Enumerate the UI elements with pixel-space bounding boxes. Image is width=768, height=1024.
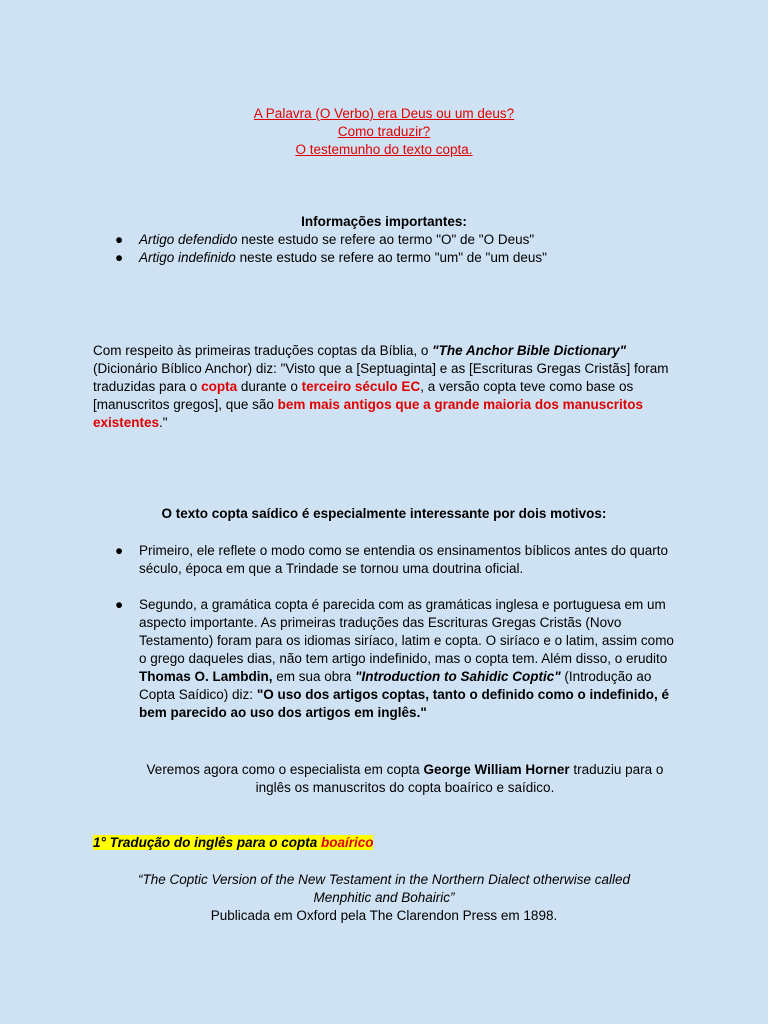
anchor-century: terceiro século EC bbox=[301, 379, 421, 394]
lambdin-name: Thomas O. Lambdin, bbox=[139, 669, 273, 684]
anchor-text-1: Com respeito às primeiras traduções coptas da Bíblia, o bbox=[93, 343, 433, 358]
info-list bbox=[93, 231, 547, 267]
bullet-icon: ● bbox=[115, 232, 124, 247]
anchor-text-5: durante o bbox=[237, 379, 302, 394]
lambdin-book-title: "Introduction to Sahidic Coptic" bbox=[355, 669, 561, 684]
document-title bbox=[0, 105, 768, 159]
section-highlight: boaírico bbox=[320, 835, 374, 850]
horner-text-1: Veremos agora como o especialista em copta bbox=[146, 762, 424, 777]
anchor-text-3: (Dicionário Bíblico Anchor) diz: "Visto que a [Septuaginta] e as [Escrituras Gregas Cristãs] foram traduzidas para o bbox=[93, 361, 669, 394]
info-text: neste estudo se refere ao termo "um" de "um deus" bbox=[235, 250, 547, 265]
info-heading: Informações importantes: bbox=[301, 214, 467, 229]
anchor-text-9: ." bbox=[159, 415, 168, 430]
horner-paragraph bbox=[130, 761, 680, 797]
quote-line-1: “The Coptic Version of the New Testament in the Northern Dialect otherwise called bbox=[138, 872, 630, 887]
list-item bbox=[93, 249, 547, 267]
horner-name: George William Horner bbox=[423, 762, 570, 777]
quote-line-2: Menphitic and Bohairic” bbox=[313, 890, 455, 905]
motivos-heading: O texto copta saídico é especialmente interessante por dois motivos: bbox=[161, 506, 607, 521]
list-item bbox=[93, 596, 683, 722]
quote-block bbox=[0, 871, 768, 925]
reasons-list bbox=[93, 542, 683, 722]
reason-first: Primeiro, ele reflete o modo como se entendia os ensinamentos bíblicos antes do quarto século, época em que a Trindade se tornou uma doutrina oficial. bbox=[139, 543, 669, 576]
bullet-icon: ● bbox=[115, 543, 124, 558]
list-item bbox=[93, 231, 547, 249]
list-item bbox=[93, 542, 683, 578]
info-term: Artigo defendido bbox=[139, 232, 238, 247]
section-label: 1° Tradução do inglês para o copta bbox=[93, 835, 321, 850]
info-text: neste estudo se refere ao termo "O" de "O Deus" bbox=[237, 232, 535, 247]
horner-text-3: traduziu para o inglês os manuscritos do copta boaírico e saídico. bbox=[255, 762, 664, 795]
quote-line-3: Publicada em Oxford pela The Clarendon Press em 1898. bbox=[210, 908, 558, 923]
info-term: Artigo indefinido bbox=[139, 250, 236, 265]
title-line-2: Como traduzir? bbox=[337, 124, 431, 139]
bullet-icon: ● bbox=[115, 250, 124, 265]
reason-second-text-3: em sua obra bbox=[272, 669, 356, 684]
reason-second-text-5: (Introdução ao Copta Saídico) diz: bbox=[139, 669, 652, 702]
section-heading bbox=[93, 834, 373, 852]
title-line-1: A Palavra (O Verbo) era Deus ou um deus? bbox=[253, 106, 515, 121]
anchor-text-7: , a versão copta teve como base os [manuscritos gregos], que são bbox=[93, 379, 634, 412]
anchor-emphasis: bem mais antigos que a grande maioria dos manuscritos existentes bbox=[93, 397, 643, 430]
bullet-icon: ● bbox=[115, 597, 124, 612]
reason-second-text: Segundo, a gramática copta é parecida com as gramáticas inglesa e portuguesa em um aspecto importante. As primeiras traduções das Escrituras Gregas Cristãs (Novo Testamento) foram para os idiomas siríaco, latim e copta. O siríaco e o latim, assim como o grego daqueles dias, não tem artigo indefinido, mas o copta tem. Além disso, o erudito bbox=[139, 597, 674, 666]
lambdin-quote: "O uso dos artigos coptas, tanto o definido como o indefinido, é bem parecido ao uso dos artigos em inglês." bbox=[139, 687, 669, 720]
anchor-copta: copta bbox=[201, 379, 238, 394]
anchor-book-title: "The Anchor Bible Dictionary" bbox=[432, 343, 626, 358]
anchor-paragraph bbox=[93, 342, 683, 432]
title-line-3: O testemunho do texto copta. bbox=[295, 142, 473, 157]
